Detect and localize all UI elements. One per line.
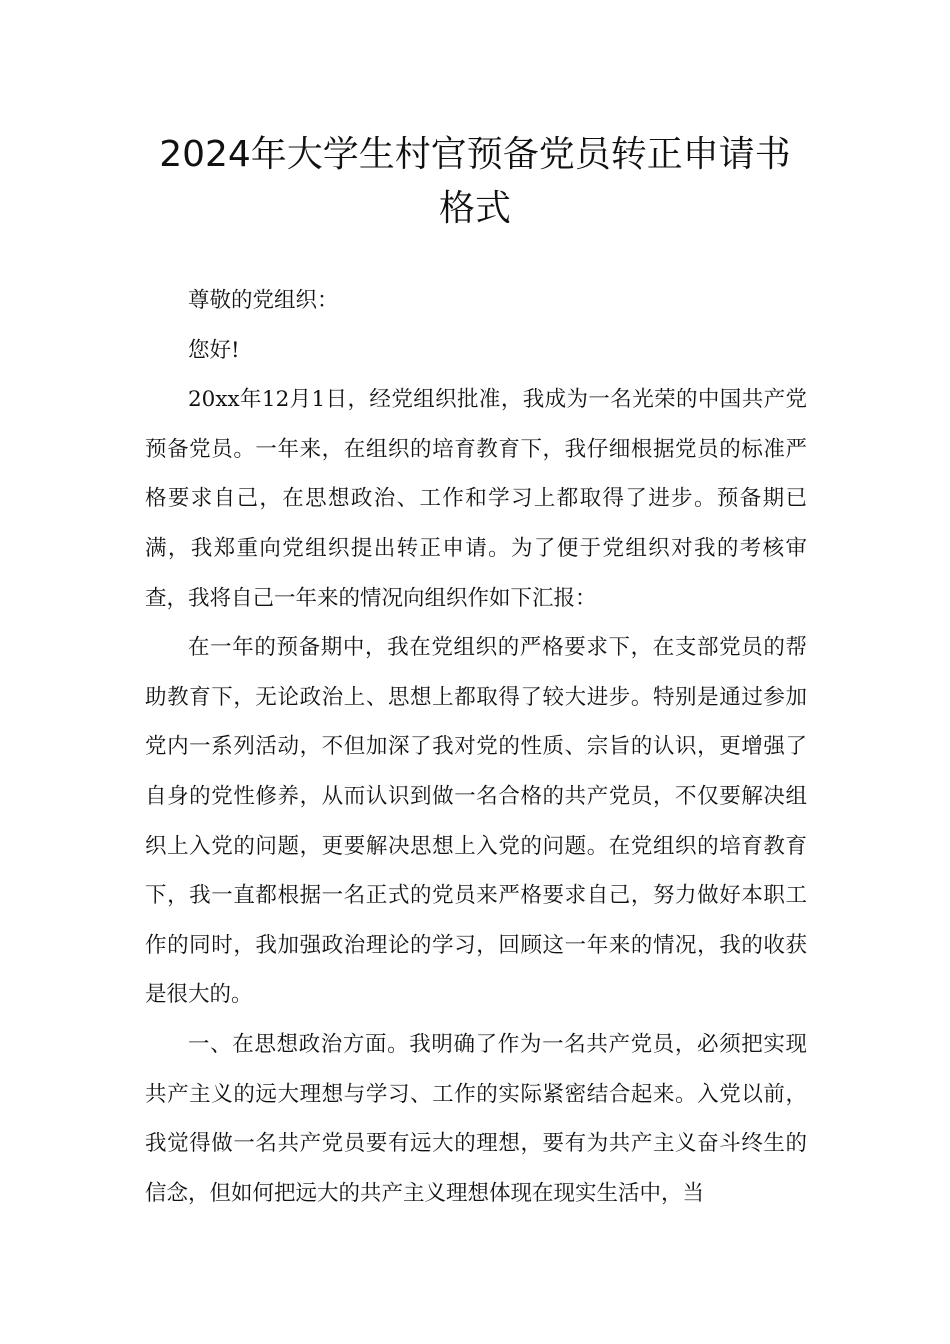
paragraph-probation-summary: 在一年的预备期中，我在党组织的严格要求下，在支部党员的帮助教育下，无论政治上、思想上都取得了较大进步。特别是通过参加党内一系列活动，不但加深了我对党的性质、宗旨的认识，更增强了自身的党性修养，从而认识到做一名合格的共产党员，不仅要解决组织上入党的问题，更要解决思想上入党的问题。在党组织的培育教育下，我一直都根据一名正式的党员来严格要求自己，努力做好本职工作的同时，我加强政治理论的学习，回顾这一年来的情况，我的收获是很大的。: [145, 635, 807, 1008]
document-title: [130, 128, 820, 236]
title-line-2: 格式: [438, 188, 511, 229]
paragraph-intro: 20xx年12月1日，经党组织批准，我成为一名光荣的中国共产党预备党员。一年来，在组织的培育教育下，我仔细根据党员的标准严格要求自己，在思想政治、工作和学习上都取得了进步。预备期已满，我郑重向党组织提出转正申请。为了便于党组织对我的考核审查，我将自己一年来的情况向组织作如下汇报：: [145, 387, 807, 611]
title-line-1: 2024年大学生村官预备党员转正申请书: [159, 134, 791, 175]
document-body: [145, 276, 807, 1218]
paragraph-political-thought: 一、在思想政治方面。我明确了作为一名共产党员，必须把实现共产主义的远大理想与学习、工作的实际紧密结合起来。入党以前，我觉得做一名共产党员要有远大的理想，要有为共产主义奋斗终生的信念，但如何把远大的共产主义理想体现在现实生活中，当: [145, 1031, 807, 1206]
greeting: 您好!: [188, 337, 240, 363]
salutation: 尊敬的党组织：: [188, 288, 339, 313]
